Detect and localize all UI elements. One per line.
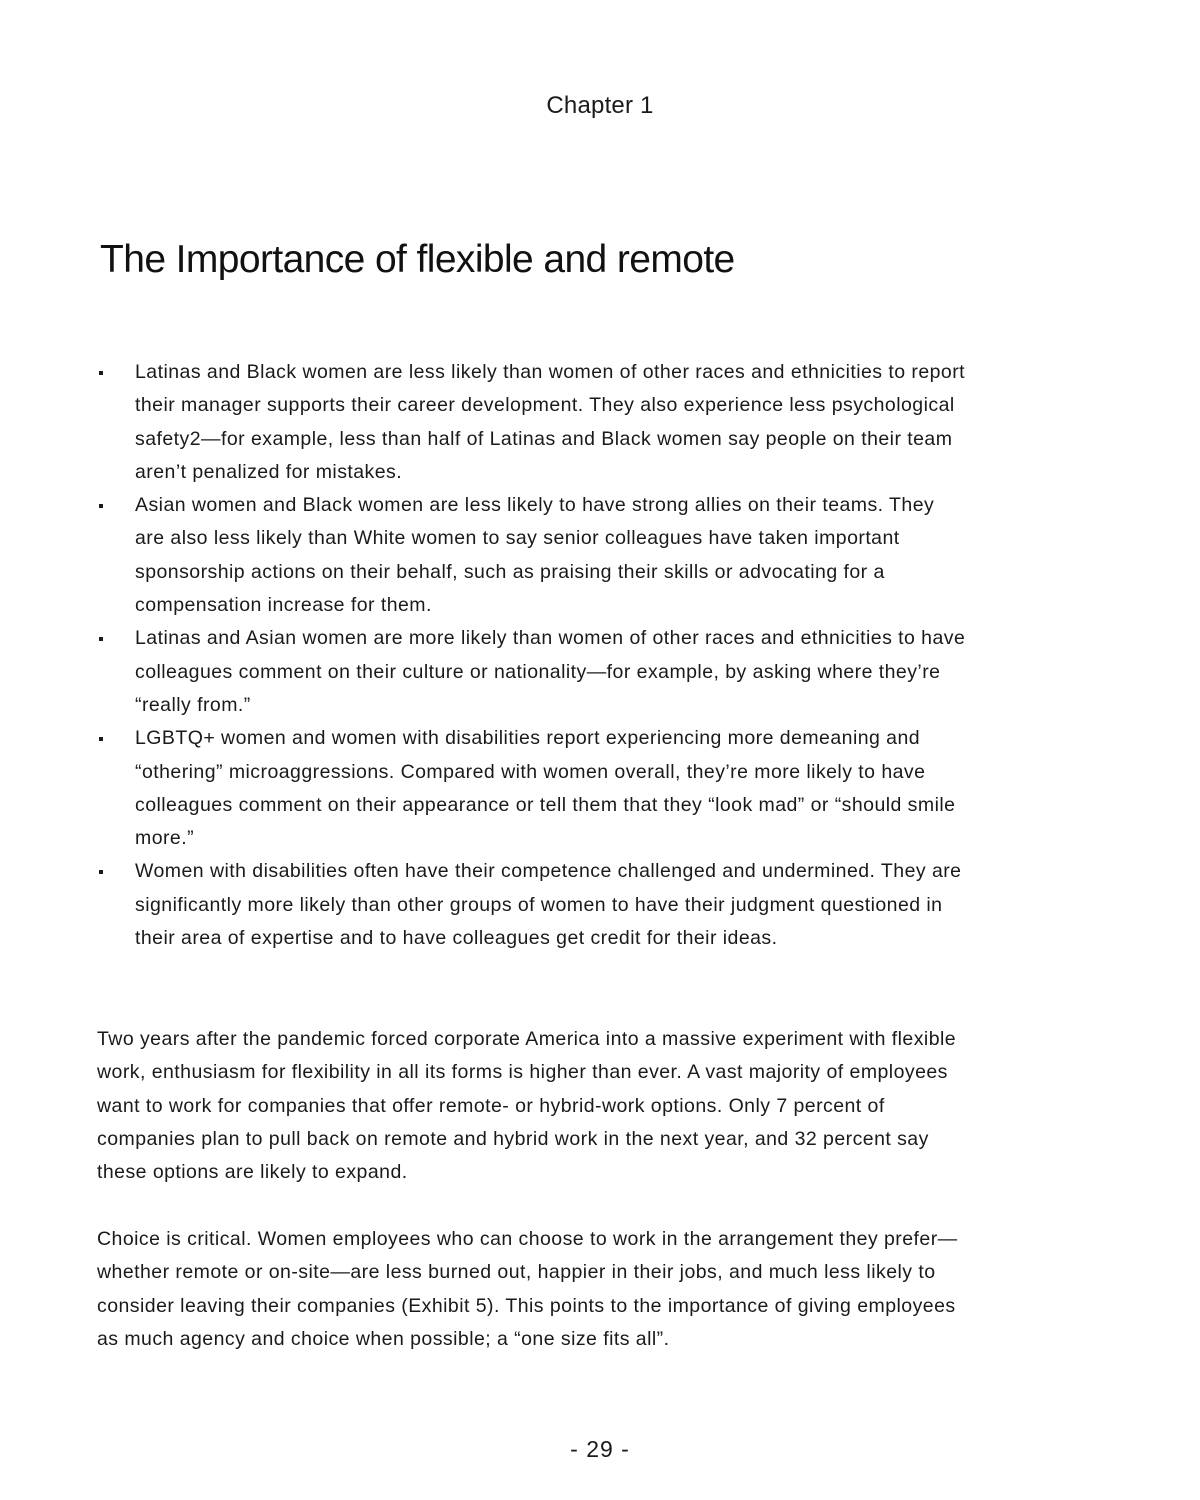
bullet-text: LGBTQ+ women and women with disabilities report experiencing more demeaning and “othering” microaggressions. Compared with women overall, they’re more likely to have colleagues comment on their appearance or tell them that they “look mad” or “should smile more.”: [135, 727, 956, 850]
bullet-marker-icon: [99, 870, 103, 874]
bullet-text: Latinas and Asian women are more likely than women of other races and ethnicities to have colleagues comment on their culture or nationality—for example, by asking where they’re “really from.”: [135, 627, 966, 716]
body-paragraph: Choice is critical. Women employees who can choose to work in the arrangement they prefer—whether remote or on-site—are less burned out, happier in their jobs, and much less likely to consider leaving their companies (Exhibit 5). This points to the importance of giving employees as much agency and choice when possible; a “one size fits all”.: [97, 1228, 958, 1350]
bullet-item: [96, 722, 966, 855]
bullet-list: [96, 356, 966, 955]
bullet-item: [96, 356, 966, 489]
bullet-text: Women with disabilities often have their competence challenged and undermined. They are significantly more likely than other groups of women to have their judgment questioned in their area of expertise and to have colleagues get credit for their ideas.: [135, 860, 962, 950]
bullet-marker-icon: [99, 737, 103, 741]
bullet-marker-icon: [99, 371, 103, 375]
body-paragraph: Two years after the pandemic forced corporate America into a massive experiment with flexible work, enthusiasm for flexibility in all its forms is higher than ever. A vast majority of employees want to work for companies that offer remote- or hybrid-work options. Only 7 percent of companies plan to pull back on remote and hybrid work in the next year, and 32 percent say these options are likely to expand.: [97, 1028, 957, 1184]
bullet-text: Asian women and Black women are less likely to have strong allies on their teams. They are also less likely than White women to say senior colleagues have taken important sponsorship actions on their behalf, such as praising their skills or advocating for a compensation increase for them.: [135, 494, 935, 617]
bullet-item: [96, 622, 966, 722]
bullet-text: Latinas and Black women are less likely than women of other races and ethnicities to report their manager supports their career development. They also experience less psychological safety2—for example, less than half of Latinas and Black women say people on their team aren’t penalized for mistakes.: [135, 361, 966, 483]
bullet-marker-icon: [99, 637, 103, 641]
page-title: The Importance of flexible and remote: [100, 238, 735, 281]
page-number: - 29 -: [570, 1436, 630, 1462]
bullet-item: [96, 855, 966, 955]
bullet-marker-icon: [99, 504, 103, 508]
bullet-item: [96, 489, 966, 622]
chapter-label: Chapter 1: [546, 92, 654, 119]
